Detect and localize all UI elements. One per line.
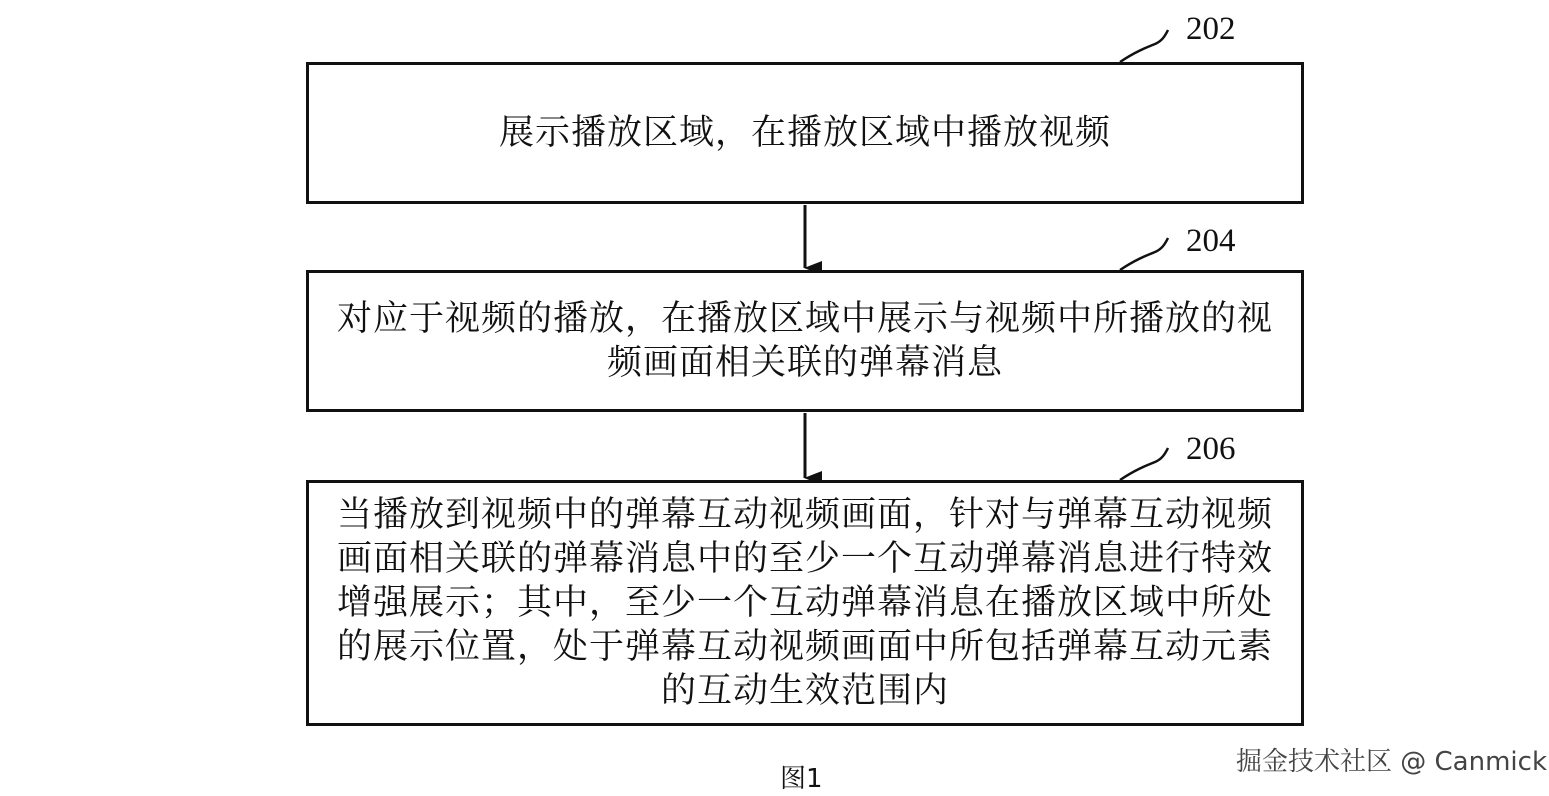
leader-squiggle-204 — [1120, 238, 1168, 270]
step-number-202: 202 — [1186, 11, 1236, 47]
step-number-206: 206 — [1186, 431, 1236, 467]
step-box-204 — [306, 270, 1304, 412]
figure-caption: 图1 — [780, 764, 823, 794]
step-text-202: 展示播放区域，在播放区域中播放视频 — [498, 113, 1111, 153]
leader-squiggle-202 — [1120, 30, 1168, 62]
step-number-204: 204 — [1186, 223, 1236, 259]
step-box-206 — [306, 480, 1304, 726]
watermark-text: 掘金技术社区 @ Canmick — [1236, 747, 1547, 777]
leader-squiggle-206 — [1120, 448, 1168, 480]
step-text-206: 当播放到视频中的弹幕互动视频画面，针对与弹幕互动视频画面相关联的弹幕消息中的至少一个互动弹幕消息进行特效增强展示；其中，至少一个互动弹幕消息在播放区域中所处的展示位置，处于弹幕互动视频画面中所包括弹幕互动元素的互动生效范围内 — [336, 495, 1273, 711]
step-box-202 — [306, 62, 1304, 204]
step-text-204: 对应于视频的播放，在播放区域中展示与视频中所播放的视频画面相关联的弹幕消息 — [336, 299, 1273, 383]
